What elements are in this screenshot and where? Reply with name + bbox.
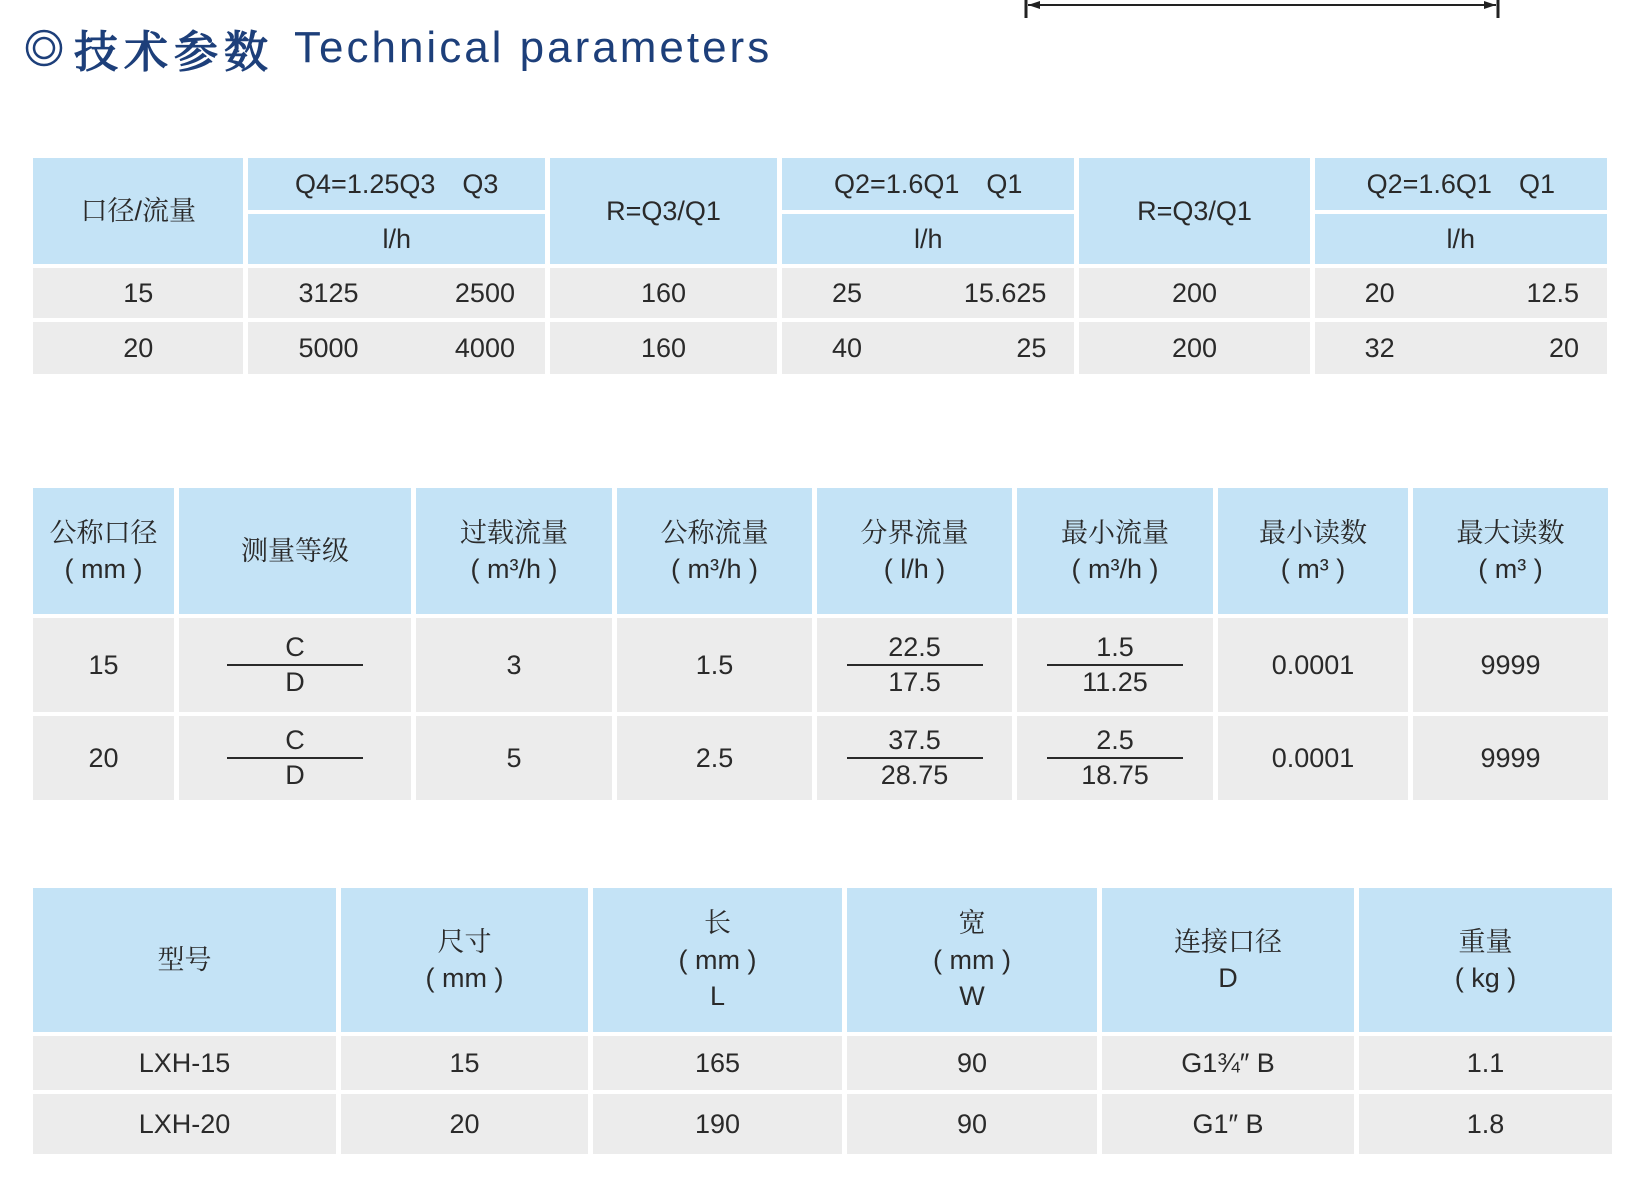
cell-q4: 5000 <box>298 332 359 363</box>
cell-min-reading: 0.0001 <box>1218 618 1408 712</box>
table-row <box>33 618 1608 712</box>
cell-ratio: 160 <box>550 268 777 318</box>
cell-length: 190 <box>593 1094 842 1154</box>
cell-max-reading: 9999 <box>1413 716 1608 800</box>
cell-dn: 15 <box>33 268 243 318</box>
cell-nominal: 1.5 <box>617 618 812 712</box>
table-row <box>33 1036 1612 1090</box>
table-row <box>33 322 1607 374</box>
header-nominal-flow <box>617 488 812 614</box>
header-boundary-flow <box>817 488 1012 614</box>
title-english: Technical parameters <box>294 23 773 72</box>
fraction-bottom: D <box>285 667 305 697</box>
cell-width: 90 <box>847 1094 1097 1154</box>
header-label: 连接口径 <box>1174 926 1282 957</box>
cell-grade <box>179 618 411 712</box>
cell-q2: 20 <box>1364 277 1395 308</box>
header-unit: l/h <box>782 214 1074 264</box>
header-unit: l/h <box>248 214 545 264</box>
fraction-bottom: 18.75 <box>1081 760 1149 790</box>
fraction-top: 2.5 <box>1047 725 1183 759</box>
table-row <box>33 268 1607 318</box>
header-q4-q3: Q4=1.25Q3 Q3 <box>248 158 545 210</box>
cell-overload: 3 <box>416 618 612 712</box>
header-q2-q1: Q2=1.6Q1 Q1 <box>1315 158 1607 210</box>
cell-dn: 20 <box>33 322 243 374</box>
header-measurement-grade <box>179 488 411 614</box>
flow-rate-table <box>28 154 1612 378</box>
header-q2-q1: Q2=1.6Q1 Q1 <box>782 158 1074 210</box>
table-row <box>33 1094 1612 1154</box>
cell-dn: 15 <box>33 618 174 712</box>
title-chinese: 技术参数 <box>74 27 274 78</box>
header-label: 公称口径 <box>49 517 158 548</box>
header-width <box>847 888 1097 1032</box>
cell-q4-q3 <box>248 268 545 318</box>
cell-q2-q1 <box>1315 268 1607 318</box>
section-title <box>24 18 772 78</box>
header-maximum-reading <box>1413 488 1608 614</box>
header-unit: ( mm ) <box>933 944 1011 975</box>
fraction-top: 22.5 <box>847 632 983 666</box>
cell-ratio: 200 <box>1079 268 1309 318</box>
fraction-bottom: 28.75 <box>880 760 949 790</box>
header-unit: ( kg ) <box>1454 963 1517 993</box>
fraction-top: C <box>227 632 363 666</box>
header-unit: ( mm ) <box>64 554 143 584</box>
table-row <box>33 716 1608 800</box>
cell-min-reading: 0.0001 <box>1218 716 1408 800</box>
header-unit: ( m³/h ) <box>1071 554 1159 584</box>
header-weight <box>1359 888 1612 1032</box>
cell-q2-q1 <box>1315 322 1607 374</box>
header-label: 重量 <box>1458 926 1513 957</box>
header-model <box>33 888 336 1032</box>
dimensions-table <box>28 884 1617 1158</box>
cell-nominal: 2.5 <box>617 716 812 800</box>
header-unit: ( mm ) <box>425 963 504 993</box>
header-nominal-diameter <box>33 488 174 614</box>
header-ratio: R=Q3/Q1 <box>1079 158 1309 264</box>
meter-spec-table <box>28 484 1613 804</box>
header-unit: ( m³/h ) <box>470 554 558 584</box>
fraction-top: 37.5 <box>847 725 983 759</box>
cell-ratio: 160 <box>550 322 777 374</box>
header-label: 公称流量 <box>660 517 769 548</box>
header-unit: ( m³/h ) <box>671 554 758 584</box>
fraction-bottom: 17.5 <box>888 667 941 697</box>
double-circle-icon <box>24 28 64 68</box>
cell-connection: G1¾″ B <box>1102 1036 1354 1090</box>
cell-q2: 25 <box>832 277 863 308</box>
cell-model: LXH-20 <box>33 1094 336 1154</box>
header-unit: ( mm ) <box>678 944 757 975</box>
dimension-arrow-line <box>1024 0 1500 18</box>
header-symbol: W <box>959 981 985 1012</box>
fraction-bottom: D <box>285 760 305 790</box>
cell-boundary <box>817 618 1012 712</box>
header-ratio: R=Q3/Q1 <box>550 158 777 264</box>
cell-q4: 3125 <box>298 277 359 308</box>
cell-q1: 12.5 <box>1526 277 1579 308</box>
header-connection <box>1102 888 1354 1032</box>
header-label: 测量等级 <box>241 535 349 566</box>
cell-ratio: 200 <box>1079 322 1309 374</box>
cell-q2: 40 <box>832 332 863 363</box>
header-unit: ( m³ ) <box>1478 554 1543 584</box>
header-label: 最大读数 <box>1456 517 1565 548</box>
cell-grade <box>179 716 411 800</box>
cell-q2-q1 <box>782 268 1074 318</box>
fraction-top: C <box>227 725 363 759</box>
cell-q2-q1 <box>782 322 1074 374</box>
header-caliber-flow: 口径/流量 <box>33 158 243 264</box>
header-symbol: D <box>1218 963 1238 993</box>
fraction-top: 1.5 <box>1047 632 1183 666</box>
header-length <box>593 888 842 1032</box>
cell-dn: 20 <box>33 716 174 800</box>
cell-q2: 32 <box>1364 332 1395 363</box>
cell-q3: 4000 <box>454 332 515 363</box>
header-size <box>341 888 588 1032</box>
fraction-bottom: 11.25 <box>1082 667 1148 697</box>
header-overload-flow <box>416 488 612 614</box>
header-label: 最小流量 <box>1061 517 1169 548</box>
header-label: 过载流量 <box>460 517 568 548</box>
header-label: 长 <box>704 908 731 939</box>
cell-minimum-flow <box>1017 716 1213 800</box>
header-label: 尺寸 <box>437 926 492 957</box>
cell-boundary <box>817 716 1012 800</box>
header-minimum-flow <box>1017 488 1213 614</box>
cell-overload: 5 <box>416 716 612 800</box>
cell-size: 20 <box>341 1094 588 1154</box>
cell-connection: G1″ B <box>1102 1094 1354 1154</box>
cell-weight: 1.1 <box>1359 1036 1612 1090</box>
header-label: 型号 <box>157 944 212 975</box>
cell-size: 15 <box>341 1036 588 1090</box>
header-label: 最小读数 <box>1259 517 1367 548</box>
cell-q3: 2500 <box>454 277 515 308</box>
header-label: 宽 <box>958 908 986 939</box>
cell-q4-q3 <box>248 322 545 374</box>
cell-q1: 25 <box>1016 332 1047 363</box>
cell-weight: 1.8 <box>1359 1094 1612 1154</box>
header-label: 分界流量 <box>860 517 969 548</box>
cell-q1: 15.625 <box>963 277 1047 308</box>
header-unit: ( m³ ) <box>1280 554 1346 584</box>
header-unit: ( l/h ) <box>883 554 946 584</box>
cell-minimum-flow <box>1017 618 1213 712</box>
cell-max-reading: 9999 <box>1413 618 1608 712</box>
header-unit: l/h <box>1315 214 1607 264</box>
cell-q1: 20 <box>1548 332 1579 363</box>
cell-width: 90 <box>847 1036 1097 1090</box>
header-minimum-reading <box>1218 488 1408 614</box>
cell-length: 165 <box>593 1036 842 1090</box>
cell-model: LXH-15 <box>33 1036 336 1090</box>
header-symbol: L <box>709 981 726 1012</box>
